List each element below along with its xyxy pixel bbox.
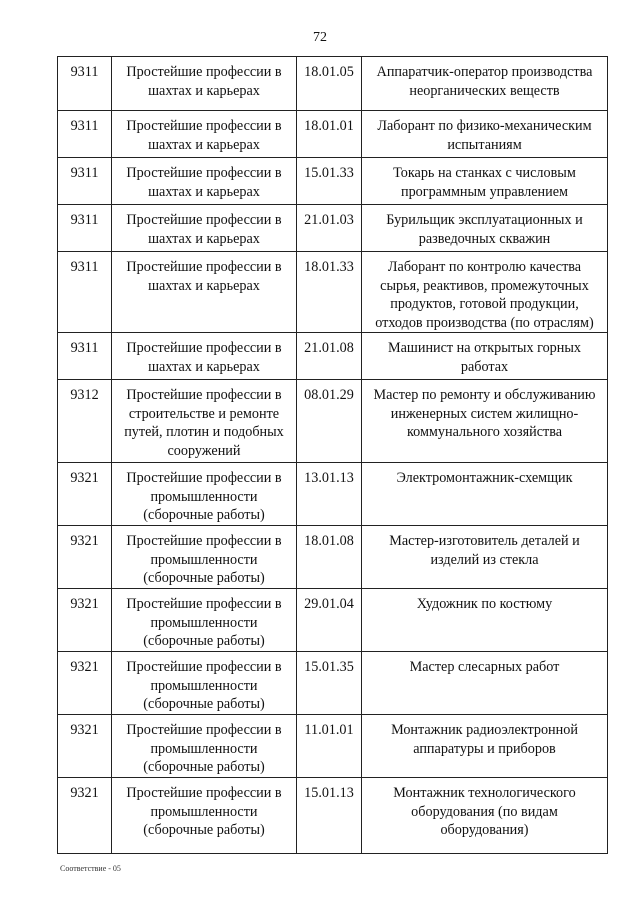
profession-cell: Аппаратчик-оператор производства неорганических веществ (362, 57, 608, 111)
profession-cell: Электромонтажник-схемщик (362, 463, 608, 526)
table-row (58, 252, 608, 333)
table-row (58, 205, 608, 252)
code-cell: 9311 (58, 111, 112, 158)
group-cell: Простейшие профессии в промышленности (сборочные работы) (112, 589, 297, 652)
table-row (58, 589, 608, 652)
code-cell: 9311 (58, 205, 112, 252)
group-cell: Простейшие профессии в шахтах и карьерах (112, 57, 297, 111)
table-row (58, 715, 608, 778)
spec-code-cell: 15.01.13 (297, 778, 362, 854)
group-cell: Простейшие профессии в шахтах и карьерах (112, 158, 297, 205)
profession-cell: Художник по костюму (362, 589, 608, 652)
table-row (58, 57, 608, 111)
spec-code-cell: 11.01.01 (297, 715, 362, 778)
spec-code-cell: 21.01.08 (297, 333, 362, 380)
code-cell: 9321 (58, 589, 112, 652)
code-cell: 9312 (58, 380, 112, 463)
profession-cell: Лаборант по контролю качества сырья, реактивов, промежуточных продуктов, готовой продукции, отходов производства (по отраслям) (362, 252, 608, 333)
profession-cell: Лаборант по физико-механическим испытаниям (362, 111, 608, 158)
code-cell: 9311 (58, 252, 112, 333)
spec-code-cell: 29.01.04 (297, 589, 362, 652)
code-cell: 9311 (58, 57, 112, 111)
group-cell: Простейшие профессии в промышленности (сборочные работы) (112, 463, 297, 526)
profession-cell: Мастер по ремонту и обслуживанию инженерных систем жилищно-коммунального хозяйства (362, 380, 608, 463)
group-cell: Простейшие профессии в промышленности (сборочные работы) (112, 652, 297, 715)
spec-code-cell: 18.01.33 (297, 252, 362, 333)
profession-cell: Мастер слесарных работ (362, 652, 608, 715)
group-cell: Простейшие профессии в промышленности (сборочные работы) (112, 778, 297, 854)
group-cell: Простейшие профессии в шахтах и карьерах (112, 111, 297, 158)
spec-code-cell: 18.01.05 (297, 57, 362, 111)
spec-code-cell: 13.01.13 (297, 463, 362, 526)
spec-code-cell: 21.01.03 (297, 205, 362, 252)
table-row (58, 111, 608, 158)
profession-cell: Мастер-изготовитель деталей и изделий из стекла (362, 526, 608, 589)
profession-cell: Машинист на открытых горных работах (362, 333, 608, 380)
code-cell: 9321 (58, 526, 112, 589)
group-cell: Простейшие профессии в шахтах и карьерах (112, 333, 297, 380)
profession-cell: Монтажник технологического оборудования (по видам оборудования) (362, 778, 608, 854)
table-row (58, 526, 608, 589)
table-row (58, 463, 608, 526)
profession-cell: Бурильщик эксплуатационных и разведочных скважин (362, 205, 608, 252)
spec-code-cell: 18.01.01 (297, 111, 362, 158)
group-cell: Простейшие профессии в промышленности (сборочные работы) (112, 715, 297, 778)
table-row (58, 652, 608, 715)
table-row (58, 778, 608, 854)
spec-code-cell: 15.01.33 (297, 158, 362, 205)
spec-code-cell: 18.01.08 (297, 526, 362, 589)
professions-table (57, 56, 608, 854)
profession-cell: Монтажник радиоэлектронной аппаратуры и приборов (362, 715, 608, 778)
group-cell: Простейшие профессии в строительстве и ремонте путей, плотин и подобных сооружений (112, 380, 297, 463)
code-cell: 9311 (58, 333, 112, 380)
profession-cell: Токарь на станках с числовым программным управлением (362, 158, 608, 205)
group-cell: Простейшие профессии в промышленности (сборочные работы) (112, 526, 297, 589)
page-number: 72 (313, 30, 327, 45)
code-cell: 9321 (58, 778, 112, 854)
table-row (58, 333, 608, 380)
spec-code-cell: 08.01.29 (297, 380, 362, 463)
code-cell: 9321 (58, 715, 112, 778)
table-row (58, 380, 608, 463)
group-cell: Простейшие профессии в шахтах и карьерах (112, 252, 297, 333)
table-row (58, 158, 608, 205)
group-cell: Простейшие профессии в шахтах и карьерах (112, 205, 297, 252)
footer-note: Соответствие - 05 (60, 864, 121, 873)
code-cell: 9321 (58, 652, 112, 715)
code-cell: 9311 (58, 158, 112, 205)
code-cell: 9321 (58, 463, 112, 526)
spec-code-cell: 15.01.35 (297, 652, 362, 715)
